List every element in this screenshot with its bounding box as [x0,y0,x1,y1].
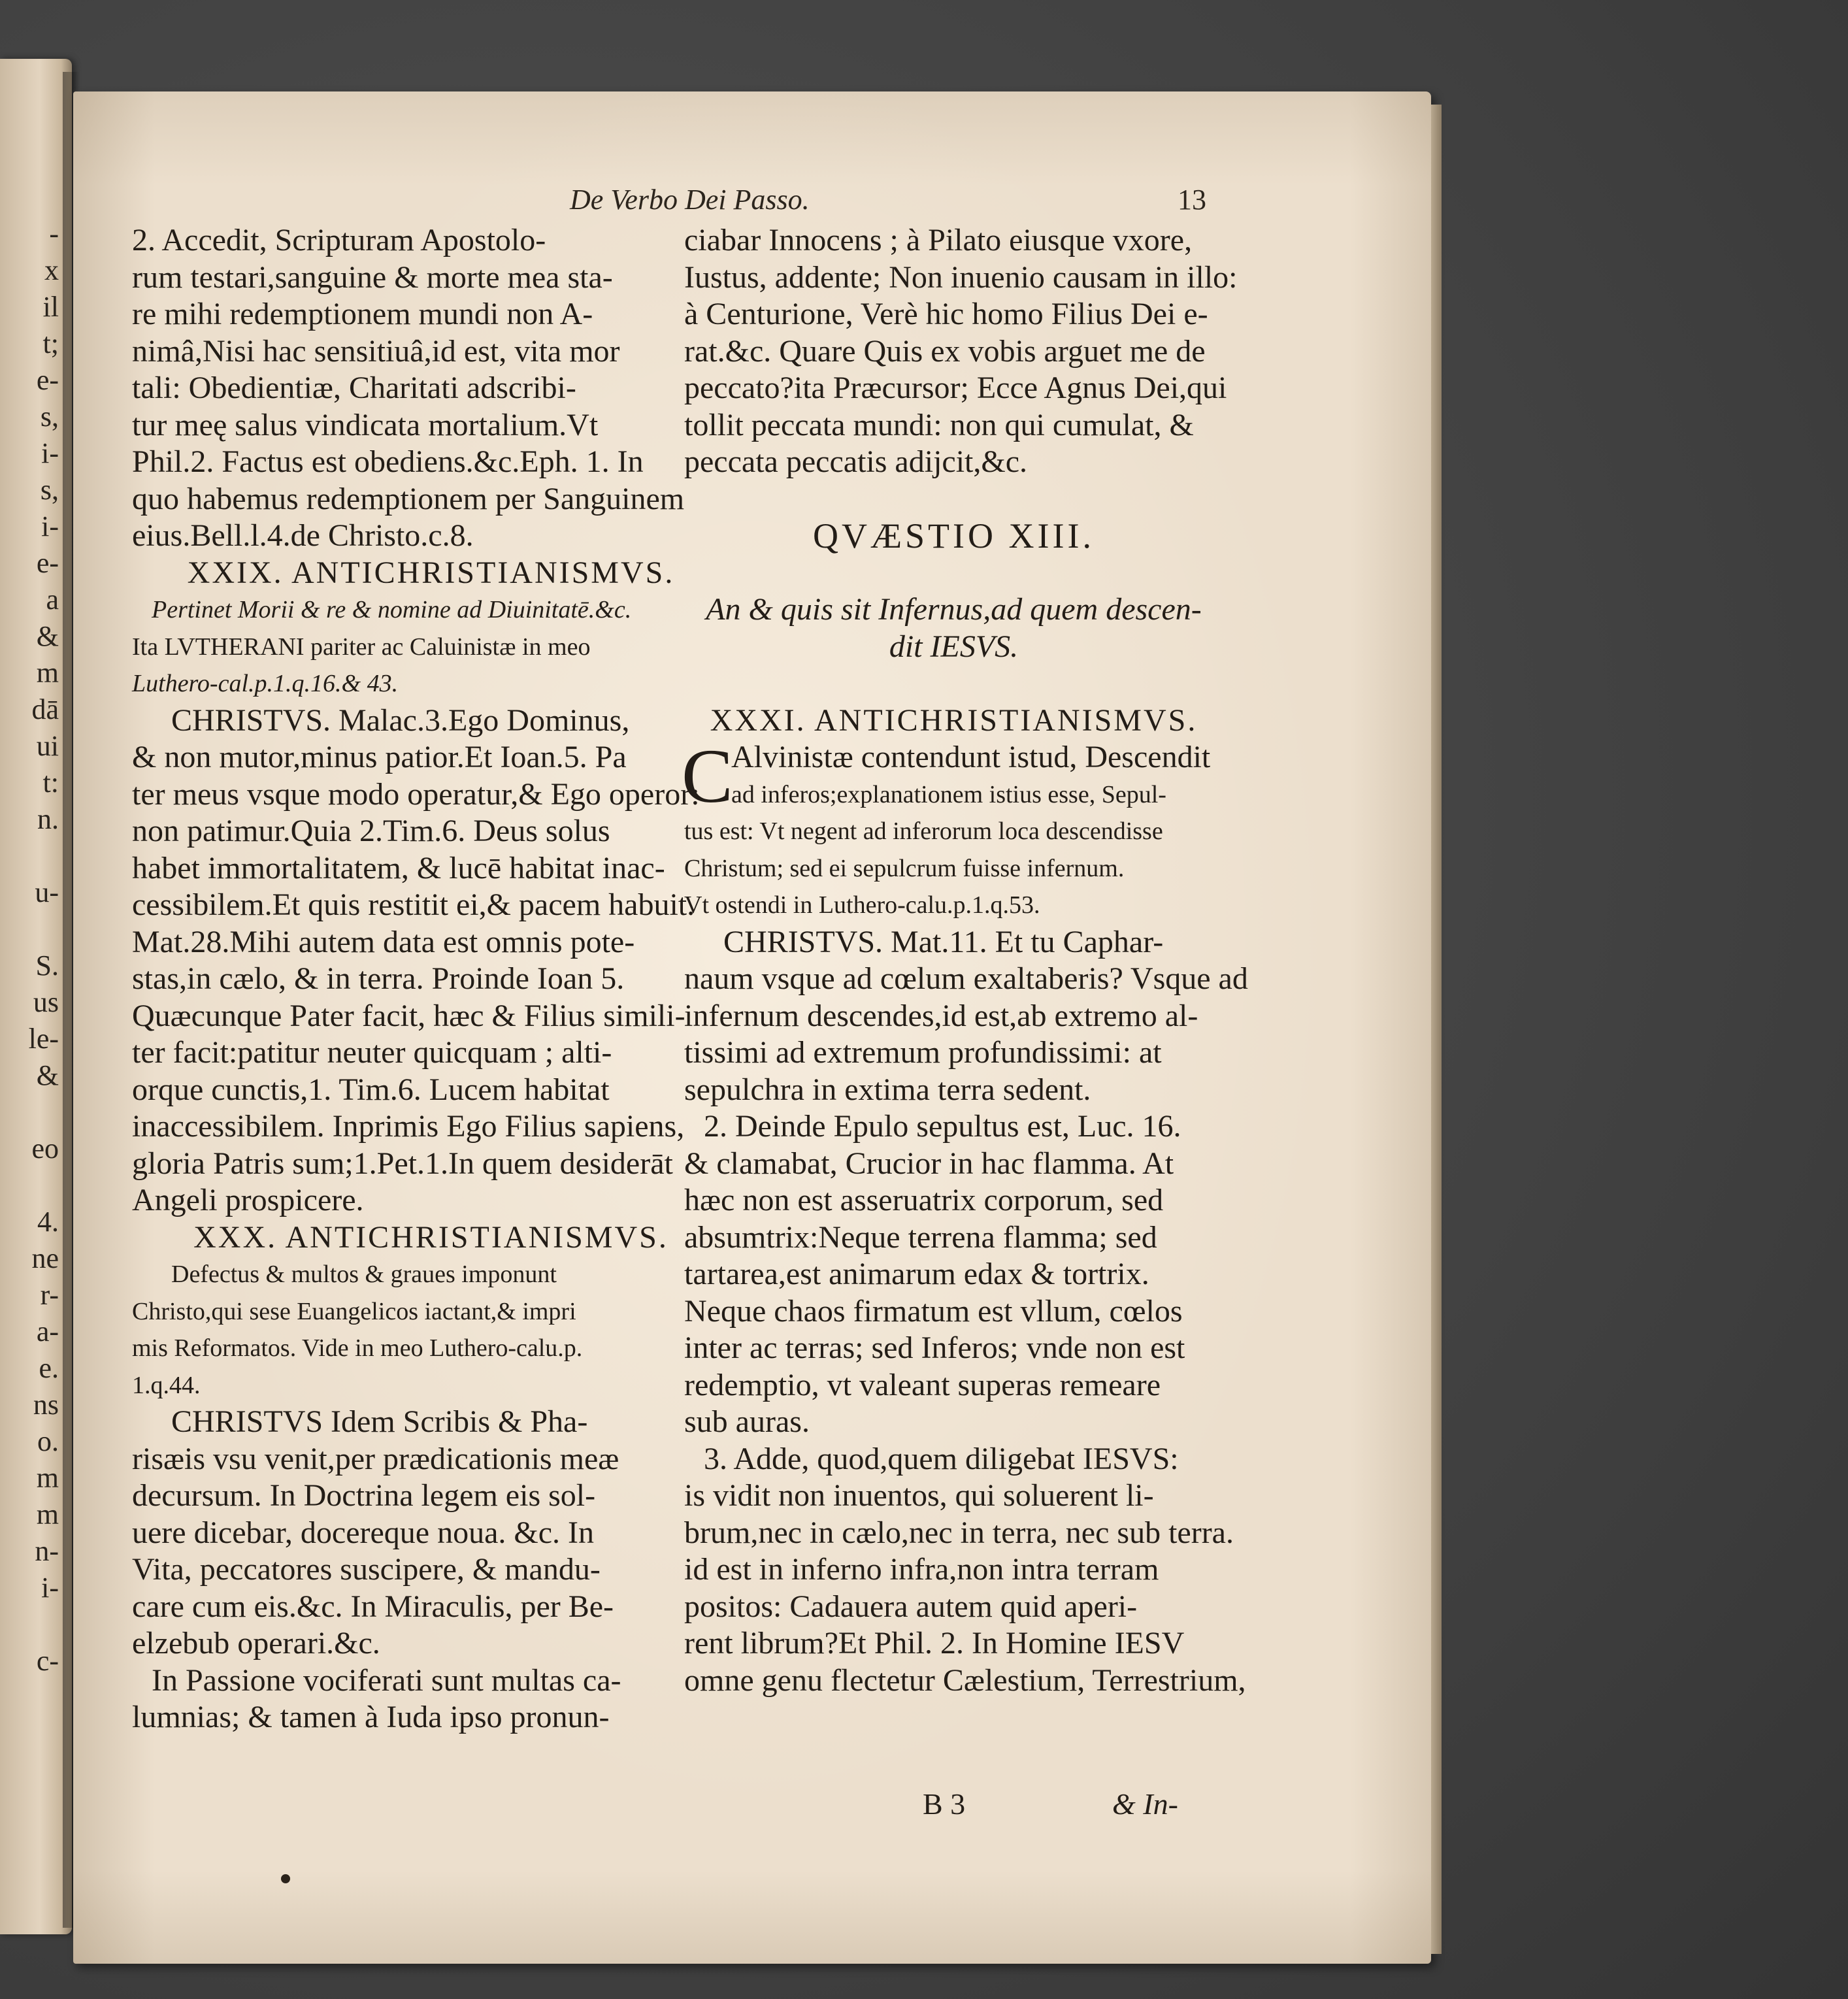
previous-page-fragment: i- [41,510,59,542]
text-line: Luthero-cal.p.1.q.16.& 43. [132,670,399,697]
previous-page-fragment: us [33,986,59,1018]
text-line: care cum eis.&c. In Miraculis, per Be- [132,1589,614,1624]
running-head [73,183,1431,225]
previous-page-fragment: 4. [37,1206,59,1238]
text-line: inter ac terras; sed Inferos; vnde non est [684,1330,1185,1365]
text-line: Vita, peccatores suscipere, & mandu- [132,1552,601,1587]
text-line: QVÆSTIO XIII. [813,516,1095,555]
text-line: mis Reformatos. Vide in meo Luthero-calu.p. [132,1334,583,1362]
page-fore-edge [1431,105,1442,1954]
previous-page-fragment: e- [36,364,59,396]
text-line: cessibilem.Et quis restitit ei,& pacem habuit. [132,887,695,922]
previous-page-edge [0,59,72,1934]
text-line: non patimur.Quia 2.Tim.6. Deus solus [132,814,610,848]
previous-page-fragment: e. [39,1352,59,1384]
text-line: Christum; sed ei sepulcrum fuisse infernum. [684,854,1125,882]
text-line: lumnias; & tamen à Iuda ipso pronun- [132,1700,610,1734]
ink-spot [281,1874,290,1883]
previous-page-fragment: i- [41,437,59,469]
previous-page-fragment [3,1167,68,1204]
text-line: Quæcunque Pater facit, hæc & Filius simili- [132,998,685,1033]
text-line: 1.q.44. [132,1371,201,1399]
text-line: redemptio, vt valeant superas remeare [684,1367,1161,1402]
text-line: ter facit:patitur neuter quicquam ; alti- [132,1035,612,1070]
text-line: rent librum?Et Phil. 2. In Homine IESV [684,1626,1185,1660]
text-line: dit IESVS. [889,629,1019,664]
text-line: & clamabat, Crucior in hac flamma. At [684,1146,1174,1181]
text-line [684,555,1223,592]
previous-page-fragment: m [36,657,59,689]
previous-page-fragment: & [36,620,59,652]
text-line: Defectus & multos & graues imponunt [171,1261,557,1288]
text-line [684,481,1223,518]
text-line: ad inferos;explanationem istius esse, Sepul- [731,780,1166,808]
text-line: Phil.2. Factus est obediens.&c.Eph. 1. In [132,444,644,479]
text-line: inaccessibilem. Inprimis Ego Filius sapiens, [132,1109,685,1144]
previous-page-fragment [3,1606,68,1643]
text-line: CHRISTVS. Malac.3.Ego Dominus, [171,702,630,738]
text-line: tissimi ad extremum profundissimi: at [684,1035,1162,1070]
text-line: risæis vsu venit,per prædicationis meæ [132,1441,619,1476]
text-line: 2. Accedit, Scripturam Apostolo- [132,223,546,257]
text-line: 3. Adde, quod,quem diligebat IESVS: [704,1441,1179,1476]
previous-page-fragment: s, [40,401,59,433]
previous-page-fragment: c- [36,1645,59,1677]
text-line: 2. Deinde Epulo sepultus est, Luc. 16. [704,1109,1181,1144]
text-line: CHRISTVS. Mat.11. Et tu Caphar- [723,924,1164,959]
previous-page-fragment: ns [33,1389,59,1421]
text-line: decursum. In Doctrina legem eis sol- [132,1478,596,1513]
text-line: Iustus, addente; Non inuenio causam in illo: [684,259,1238,295]
previous-page-fragment: o. [37,1425,59,1457]
book-page [73,91,1431,1964]
text-line: rum testari,sanguine & morte mea sta- [132,259,613,295]
text-line: tali: Obedientiæ, Charitati adscribi- [132,371,576,405]
text-line: sub auras. [684,1404,810,1439]
text-line: ter meus vsque modo operatur,& Ego operor: [132,776,700,812]
previous-page-fragment: t: [42,767,59,799]
text-line: infernum descendes,id est,ab extremo al- [684,998,1198,1033]
text-line: elzebub operari.&c. [132,1626,380,1660]
text-line: Angeli prospicere. [132,1183,364,1217]
previous-page-text-fragments [3,216,68,1679]
text-line: nimâ,Nisi hac sensitiuâ,id est, vita mor [132,333,620,369]
text-line: id est in inferno infra,non intra terram [684,1552,1159,1587]
text-line: An & quis sit Infernus,ad quem descen- [706,592,1202,627]
previous-page-fragment: s, [40,474,59,506]
previous-page-fragment [3,838,68,874]
signature-mark: B 3 [923,1787,966,1821]
previous-page-fragment: u- [35,876,59,908]
previous-page-fragment: a [46,584,59,616]
previous-page-fragment: dā [31,693,59,725]
text-line: Ita LVTHERANI pariter ac Caluinistæ in meo [132,633,591,661]
previous-page-fragment: le- [28,1023,59,1055]
page-number: 13 [1178,184,1206,216]
running-head-title: De Verbo Dei Passo. [570,184,810,216]
text-line: habet immortalitatem, & lucē habitat inac- [132,850,665,885]
text-line [684,665,1223,702]
previous-page-fragment: m [36,1498,59,1530]
previous-page-fragment [3,1094,68,1131]
text-line: & non mutor,minus patior.Et Ioan.5. Pa [132,740,627,774]
right-text-column [682,222,1248,1699]
previous-page-fragment: m [36,1462,59,1494]
text-line: tollit peccata mundi: non qui cumulat, & [684,407,1194,442]
text-line: brum,nec in cælo,nec in terra, nec sub terra. [684,1515,1234,1550]
previous-page-fragment: S. [35,950,59,982]
previous-page-fragment: t; [42,327,59,359]
text-line: sepulchra in extima terra sedent. [684,1072,1091,1107]
text-line: quo habemus redemptionem per Sanguinem [132,481,685,516]
previous-page-fragment: & [36,1059,59,1091]
previous-page-fragment: x [44,254,59,286]
catchword: & In- [1112,1787,1178,1821]
text-line: peccata peccatis adijcit,&c. [684,444,1028,479]
previous-page-fragment: n- [35,1535,59,1567]
text-line: uere dicebar, docereque noua. &c. In [132,1515,595,1550]
text-line: XXX. ANTICHRISTIANISMVS. [193,1219,668,1255]
text-line: Pertinet Morii & re & nomine ad Diuinitatē.&c. [152,596,632,623]
text-line: In Passione vociferati sunt multas ca- [152,1662,621,1698]
previous-page-fragment: eo [31,1132,59,1165]
drop-cap: C [682,733,733,819]
text-line: ciabar Innocens ; à Pilato eiusque vxore, [684,223,1193,257]
text-line: tus est: Vt negent ad inferorum loca descendisse [684,818,1163,845]
text-line: Vt ostendi in Luthero-calu.p.1.q.53. [684,891,1040,919]
text-line: re mihi redemptionem mundi non A- [132,297,593,331]
text-line: naum vsque ad cœlum exaltaberis? Vsque ad [684,961,1248,996]
previous-page-fragment: ui [36,730,59,762]
previous-page-fragment: r- [40,1279,59,1311]
left-text-column [132,222,730,1736]
text-line: Christo,qui sese Euangelicos iactant,& impri [132,1297,576,1325]
previous-page-fragment: il [42,291,59,323]
text-line: Neque chaos firmatum est vllum, cœlos [684,1293,1183,1329]
text-line: stas,in cælo, & in terra. Proinde Ioan 5. [132,961,625,996]
previous-page-fragment: ne [31,1242,59,1274]
text-line: rat.&c. Quare Quis ex vobis arguet me de [684,333,1206,369]
text-line: à Centurione, Verè hic homo Filius Dei e- [684,297,1208,331]
text-line: absumtrix:Neque terrena flamma; sed [684,1219,1157,1255]
text-line: Mat.28.Mihi autem data est omnis pote- [132,924,635,959]
text-line: orque cunctis,1. Tim.6. Lucem habitat [132,1072,610,1107]
previous-page-fragment [3,911,68,948]
previous-page-fragment: n. [37,803,59,835]
text-line: gloria Patris sum;1.Pet.1.In quem desiderāt [132,1146,673,1181]
text-line: omne genu flectetur Cælestium, Terrestrium, [684,1662,1246,1698]
previous-page-fragment: a- [36,1315,59,1347]
previous-page-fragment: - [49,218,59,250]
text-line: tartarea,est animarum edax & tortrix. [684,1257,1149,1291]
text-line: C Alvinistæ contendunt istud, Descendit [682,733,1211,819]
text-line: positos: Cadauera autem quid aperi- [684,1589,1138,1624]
text-line: XXIX. ANTICHRISTIANISMVS. [187,555,675,590]
text-line: tur meę salus vindicata mortalium.Vt [132,407,599,442]
previous-page-fragment: i- [41,1572,59,1604]
text-line: eius.Bell.l.4.de Christo.c.8. [132,518,474,553]
text-line: CHRISTVS Idem Scribis & Pha- [171,1404,588,1439]
text-line: peccato?ita Præcursor; Ecce Agnus Dei,qui [684,371,1227,405]
text-line: XXXI. ANTICHRISTIANISMVS. [710,702,1198,738]
text-line: hæc non est asseruatrix corporum, sed [684,1183,1164,1217]
text-line: is vidit non inuentos, qui soluerent li- [684,1478,1154,1513]
previous-page-fragment: e- [36,547,59,579]
